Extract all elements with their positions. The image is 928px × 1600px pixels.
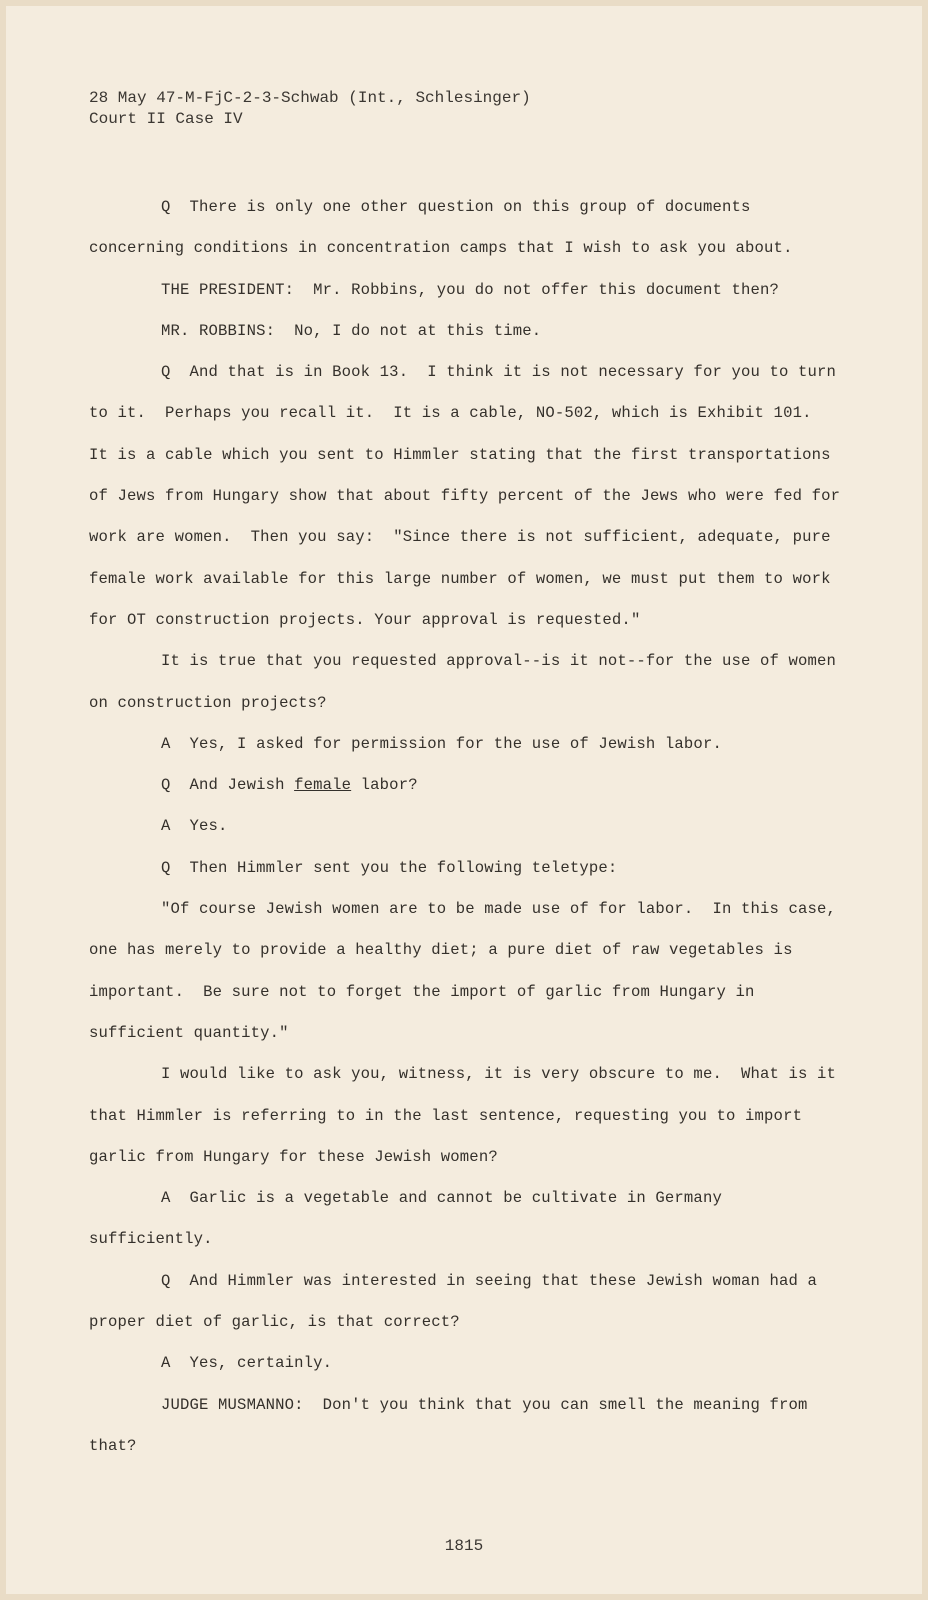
paragraph-a-permission: A Yes, I asked for permission for the use of Jewish labor.: [161, 734, 722, 753]
document-header: [89, 88, 531, 130]
page-number: 1815: [444, 1537, 484, 1555]
q-female-underlined: female: [294, 776, 352, 795]
paragraph-a-garlic: A Garlic is a vegetable and cannot be cultivate in Germany sufficiently.: [89, 1189, 732, 1249]
paragraph-q-diet: Q And Himmler was interested in seeing that these Jewish woman had a proper diet of garlic, is that correct?: [89, 1271, 827, 1332]
header-line-2: Court II Case IV: [89, 110, 243, 128]
paragraph-robbins: MR. ROBBINS: No, I do not at this time.: [161, 321, 542, 340]
paragraph-a-yes: A Yes.: [161, 817, 228, 836]
paragraph-musmanno: JUDGE MUSMANNO: Don't you think that you can smell the meaning from that?: [89, 1395, 818, 1455]
paragraph-q-question: Q There is only one other question on this group of documents concerning conditions in concentration camps that I wish to ask you about.: [89, 198, 793, 258]
paragraph-teletype-quote: "Of course Jewish women are to be made use of for labor. In this case, one has merely to provide a healthy diet; a pure diet of raw vegetables is important. Be sure not to forget the import of garlic from Hungary in sufficient quantity.": [89, 900, 846, 1042]
paragraph-approval: It is true that you requested approval--is it not--for the use of women on construction projects?: [89, 652, 846, 712]
paragraph-obscure: I would like to ask you, witness, it is very obscure to me. What is it that Himmler is referring to in the last sentence, requesting you to import garlic from Hungary for these Jewish women?: [89, 1065, 846, 1166]
paragraph-q-teletype: Q Then Himmler sent you the following teletype:: [161, 858, 618, 877]
header-line-1: 28 May 47-M-FjC-2-3-Schwab (Int., Schlesinger): [89, 89, 531, 107]
paragraph-q-female-labor: [89, 765, 849, 806]
paragraph-q-book13: Q And that is in Book 13. I think it is not necessary for you to turn to it. Perhaps you recall it. It is a cable, NO-502, which is Exhibit 101. It is a cable which you sent to Himmler stating that the first transportations of Jews from Hungary show that about fifty percent of the Jews who were fed for work are women. Then you say: "Since there is not sufficient, adequate, pure female work available for this large number of women, we must put them to work for OT construction projects. Your approval is requested.": [89, 363, 850, 629]
q-female-after: labor?: [351, 776, 418, 795]
transcript-body: [89, 187, 849, 1467]
paragraph-president: THE PRESIDENT: Mr. Robbins, you do not offer this document then?: [161, 280, 780, 299]
paragraph-a-certainly: A Yes, certainly.: [161, 1354, 333, 1373]
q-female-before: Q And Jewish: [161, 776, 295, 795]
